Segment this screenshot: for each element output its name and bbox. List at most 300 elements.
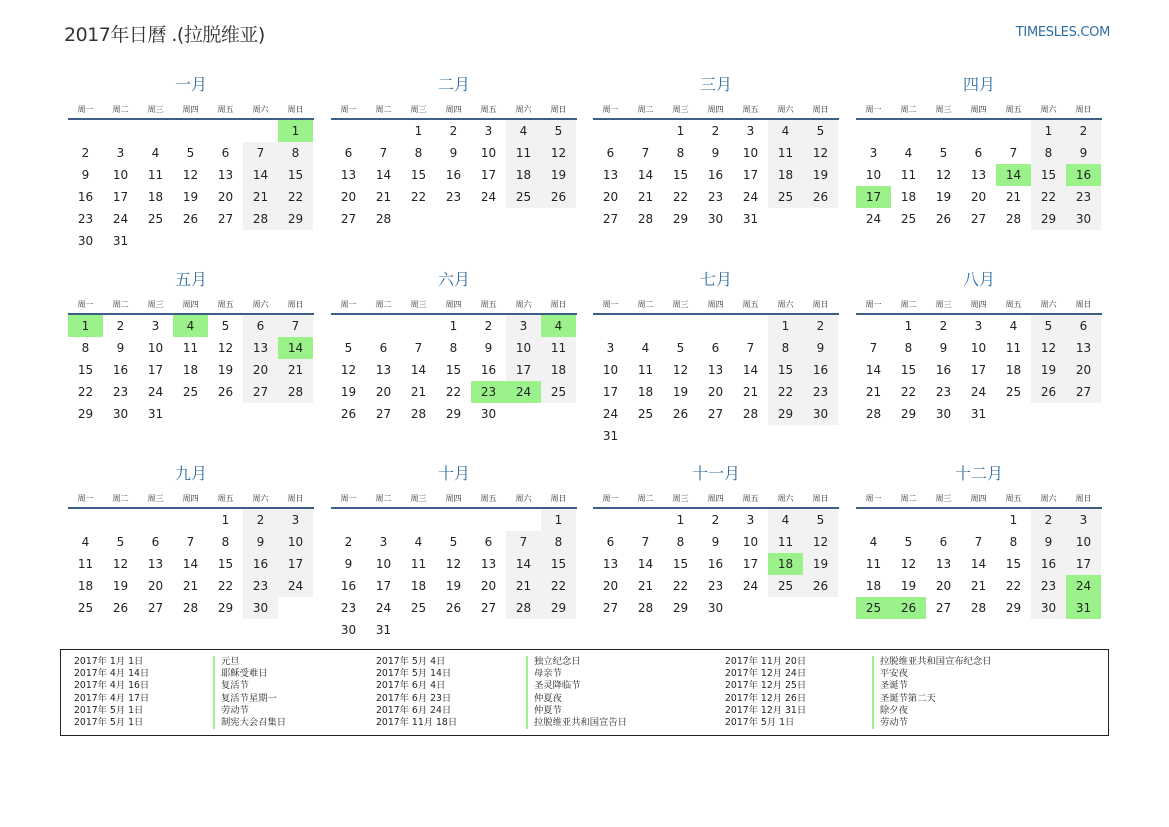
day-cell[interactable]: 17 bbox=[278, 553, 313, 575]
day-cell[interactable]: 10 bbox=[506, 337, 541, 359]
day-cell[interactable]: 11 bbox=[182, 341, 199, 355]
day-cell[interactable]: 3 bbox=[606, 341, 615, 355]
day-cell[interactable]: 5 bbox=[344, 341, 353, 355]
day-cell[interactable]: 24 bbox=[970, 385, 987, 399]
day-cell[interactable]: 23 bbox=[243, 575, 278, 597]
day-cell[interactable]: 3 bbox=[869, 146, 878, 160]
day-cell[interactable]: 24 bbox=[865, 212, 882, 226]
day-cell[interactable]: 27 bbox=[707, 407, 724, 421]
day-cell[interactable]: 19 bbox=[1031, 359, 1066, 381]
day-cell[interactable]: 3 bbox=[974, 319, 983, 333]
day-cell[interactable]: 3 bbox=[1066, 509, 1101, 531]
holiday-day-cell[interactable]: 16 bbox=[1066, 164, 1101, 186]
day-cell[interactable]: 21 bbox=[970, 579, 987, 593]
day-cell[interactable]: 5 bbox=[186, 146, 195, 160]
day-cell[interactable]: 28 bbox=[506, 597, 541, 619]
day-cell[interactable]: 30 bbox=[480, 407, 497, 421]
day-cell[interactable]: 25 bbox=[1005, 385, 1022, 399]
day-cell[interactable]: 17 bbox=[970, 363, 987, 377]
day-cell[interactable]: 20 bbox=[217, 190, 234, 204]
day-cell[interactable]: 14 bbox=[375, 168, 392, 182]
day-cell[interactable]: 16 bbox=[340, 579, 357, 593]
day-cell[interactable]: 11 bbox=[637, 363, 654, 377]
day-cell[interactable]: 24 bbox=[278, 575, 313, 597]
day-cell[interactable]: 14 bbox=[637, 168, 654, 182]
day-cell[interactable]: 20 bbox=[602, 579, 619, 593]
holiday-day-cell[interactable]: 14 bbox=[996, 164, 1031, 186]
day-cell[interactable]: 21 bbox=[1005, 190, 1022, 204]
day-cell[interactable]: 28 bbox=[410, 407, 427, 421]
day-cell[interactable]: 22 bbox=[77, 385, 94, 399]
day-cell[interactable]: 3 bbox=[484, 124, 493, 138]
day-cell[interactable]: 2 bbox=[449, 124, 458, 138]
day-cell[interactable]: 8 bbox=[904, 341, 913, 355]
day-cell[interactable]: 11 bbox=[865, 557, 882, 571]
day-cell[interactable]: 7 bbox=[641, 535, 650, 549]
day-cell[interactable]: 14 bbox=[637, 557, 654, 571]
day-cell[interactable]: 12 bbox=[803, 142, 838, 164]
day-cell[interactable]: 24 bbox=[147, 385, 164, 399]
holiday-day-cell[interactable]: 17 bbox=[856, 186, 891, 208]
day-cell[interactable]: 14 bbox=[506, 553, 541, 575]
day-cell[interactable]: 2 bbox=[484, 319, 493, 333]
day-cell[interactable]: 23 bbox=[707, 579, 724, 593]
day-cell[interactable]: 12 bbox=[340, 363, 357, 377]
day-cell[interactable]: 8 bbox=[541, 531, 576, 553]
day-cell[interactable]: 5 bbox=[116, 535, 125, 549]
day-cell[interactable]: 18 bbox=[541, 359, 576, 381]
day-cell[interactable]: 4 bbox=[414, 535, 423, 549]
day-cell[interactable]: 10 bbox=[375, 557, 392, 571]
day-cell[interactable]: 11 bbox=[77, 557, 94, 571]
day-cell[interactable]: 22 bbox=[1005, 579, 1022, 593]
day-cell[interactable]: 13 bbox=[375, 363, 392, 377]
day-cell[interactable]: 12 bbox=[217, 341, 234, 355]
day-cell[interactable]: 28 bbox=[278, 381, 313, 403]
day-cell[interactable]: 18 bbox=[77, 579, 94, 593]
day-cell[interactable]: 10 bbox=[112, 168, 129, 182]
day-cell[interactable]: 5 bbox=[221, 319, 230, 333]
day-cell[interactable]: 26 bbox=[803, 186, 838, 208]
day-cell[interactable]: 7 bbox=[379, 146, 388, 160]
day-cell[interactable]: 17 bbox=[742, 168, 759, 182]
day-cell[interactable]: 18 bbox=[768, 164, 803, 186]
day-cell[interactable]: 15 bbox=[445, 363, 462, 377]
day-cell[interactable]: 24 bbox=[480, 190, 497, 204]
day-cell[interactable]: 6 bbox=[711, 341, 720, 355]
day-cell[interactable]: 8 bbox=[676, 535, 685, 549]
holiday-day-cell[interactable]: 31 bbox=[1066, 597, 1101, 619]
day-cell[interactable]: 19 bbox=[900, 579, 917, 593]
day-cell[interactable]: 16 bbox=[243, 553, 278, 575]
holiday-day-cell[interactable]: 1 bbox=[278, 120, 313, 142]
day-cell[interactable]: 25 bbox=[541, 381, 576, 403]
day-cell[interactable]: 22 bbox=[410, 190, 427, 204]
day-cell[interactable]: 13 bbox=[935, 557, 952, 571]
day-cell[interactable]: 22 bbox=[768, 381, 803, 403]
day-cell[interactable]: 2 bbox=[711, 124, 720, 138]
day-cell[interactable]: 25 bbox=[77, 601, 94, 615]
day-cell[interactable]: 8 bbox=[1009, 535, 1018, 549]
day-cell[interactable]: 2 bbox=[1031, 509, 1066, 531]
day-cell[interactable]: 6 bbox=[974, 146, 983, 160]
day-cell[interactable]: 26 bbox=[1031, 381, 1066, 403]
day-cell[interactable]: 4 bbox=[768, 509, 803, 531]
day-cell[interactable]: 8 bbox=[449, 341, 458, 355]
day-cell[interactable]: 26 bbox=[217, 385, 234, 399]
day-cell[interactable]: 2 bbox=[344, 535, 353, 549]
day-cell[interactable]: 30 bbox=[707, 601, 724, 615]
day-cell[interactable]: 18 bbox=[410, 579, 427, 593]
day-cell[interactable]: 15 bbox=[672, 557, 689, 571]
day-cell[interactable]: 15 bbox=[410, 168, 427, 182]
day-cell[interactable]: 28 bbox=[182, 601, 199, 615]
day-cell[interactable]: 25 bbox=[410, 601, 427, 615]
day-cell[interactable]: 2 bbox=[116, 319, 125, 333]
day-cell[interactable]: 18 bbox=[1005, 363, 1022, 377]
day-cell[interactable]: 22 bbox=[541, 575, 576, 597]
day-cell[interactable]: 30 bbox=[243, 597, 278, 619]
day-cell[interactable]: 15 bbox=[768, 359, 803, 381]
day-cell[interactable]: 29 bbox=[217, 601, 234, 615]
day-cell[interactable]: 16 bbox=[803, 359, 838, 381]
day-cell[interactable]: 25 bbox=[182, 385, 199, 399]
holiday-day-cell[interactable]: 4 bbox=[541, 315, 576, 337]
day-cell[interactable]: 20 bbox=[1066, 359, 1101, 381]
day-cell[interactable]: 11 bbox=[506, 142, 541, 164]
day-cell[interactable]: 1 bbox=[904, 319, 913, 333]
day-cell[interactable]: 24 bbox=[742, 190, 759, 204]
day-cell[interactable]: 14 bbox=[970, 557, 987, 571]
day-cell[interactable]: 1 bbox=[449, 319, 458, 333]
day-cell[interactable]: 17 bbox=[1066, 553, 1101, 575]
day-cell[interactable]: 4 bbox=[641, 341, 650, 355]
day-cell[interactable]: 3 bbox=[746, 124, 755, 138]
day-cell[interactable]: 23 bbox=[340, 601, 357, 615]
day-cell[interactable]: 29 bbox=[445, 407, 462, 421]
day-cell[interactable]: 25 bbox=[637, 407, 654, 421]
day-cell[interactable]: 6 bbox=[939, 535, 948, 549]
day-cell[interactable]: 16 bbox=[1031, 553, 1066, 575]
day-cell[interactable]: 29 bbox=[1031, 208, 1066, 230]
day-cell[interactable]: 31 bbox=[742, 212, 759, 226]
day-cell[interactable]: 30 bbox=[707, 212, 724, 226]
day-cell[interactable]: 5 bbox=[449, 535, 458, 549]
day-cell[interactable]: 1 bbox=[1009, 513, 1018, 527]
day-cell[interactable]: 25 bbox=[768, 575, 803, 597]
day-cell[interactable]: 25 bbox=[506, 186, 541, 208]
day-cell[interactable]: 31 bbox=[970, 407, 987, 421]
day-cell[interactable]: 10 bbox=[970, 341, 987, 355]
day-cell[interactable]: 5 bbox=[541, 120, 576, 142]
day-cell[interactable]: 7 bbox=[278, 315, 313, 337]
day-cell[interactable]: 10 bbox=[742, 146, 759, 160]
day-cell[interactable]: 12 bbox=[900, 557, 917, 571]
day-cell[interactable]: 4 bbox=[81, 535, 90, 549]
day-cell[interactable]: 22 bbox=[672, 579, 689, 593]
day-cell[interactable]: 20 bbox=[243, 359, 278, 381]
day-cell[interactable]: 13 bbox=[480, 557, 497, 571]
day-cell[interactable]: 12 bbox=[803, 531, 838, 553]
day-cell[interactable]: 20 bbox=[340, 190, 357, 204]
day-cell[interactable]: 10 bbox=[278, 531, 313, 553]
day-cell[interactable]: 1 bbox=[414, 124, 423, 138]
day-cell[interactable]: 29 bbox=[672, 212, 689, 226]
day-cell[interactable]: 8 bbox=[768, 337, 803, 359]
day-cell[interactable]: 8 bbox=[1031, 142, 1066, 164]
day-cell[interactable]: 9 bbox=[449, 146, 458, 160]
holiday-day-cell[interactable]: 24 bbox=[1066, 575, 1101, 597]
day-cell[interactable]: 15 bbox=[77, 363, 94, 377]
day-cell[interactable]: 23 bbox=[445, 190, 462, 204]
day-cell[interactable]: 27 bbox=[243, 381, 278, 403]
day-cell[interactable]: 31 bbox=[147, 407, 164, 421]
day-cell[interactable]: 27 bbox=[602, 212, 619, 226]
day-cell[interactable]: 11 bbox=[410, 557, 427, 571]
day-cell[interactable]: 4 bbox=[904, 146, 913, 160]
day-cell[interactable]: 17 bbox=[112, 190, 129, 204]
day-cell[interactable]: 17 bbox=[742, 557, 759, 571]
holiday-day-cell[interactable]: 1 bbox=[68, 315, 103, 337]
day-cell[interactable]: 26 bbox=[182, 212, 199, 226]
day-cell[interactable]: 20 bbox=[707, 385, 724, 399]
day-cell[interactable]: 24 bbox=[375, 601, 392, 615]
day-cell[interactable]: 16 bbox=[445, 168, 462, 182]
day-cell[interactable]: 1 bbox=[676, 513, 685, 527]
day-cell[interactable]: 10 bbox=[480, 146, 497, 160]
day-cell[interactable]: 4 bbox=[869, 535, 878, 549]
day-cell[interactable]: 17 bbox=[480, 168, 497, 182]
day-cell[interactable]: 6 bbox=[151, 535, 160, 549]
day-cell[interactable]: 1 bbox=[221, 513, 230, 527]
day-cell[interactable]: 22 bbox=[217, 579, 234, 593]
day-cell[interactable]: 20 bbox=[935, 579, 952, 593]
day-cell[interactable]: 28 bbox=[865, 407, 882, 421]
day-cell[interactable]: 17 bbox=[147, 363, 164, 377]
day-cell[interactable]: 25 bbox=[768, 186, 803, 208]
day-cell[interactable]: 26 bbox=[541, 186, 576, 208]
day-cell[interactable]: 16 bbox=[707, 557, 724, 571]
day-cell[interactable]: 25 bbox=[147, 212, 164, 226]
day-cell[interactable]: 15 bbox=[541, 553, 576, 575]
day-cell[interactable]: 21 bbox=[375, 190, 392, 204]
day-cell[interactable]: 2 bbox=[1066, 120, 1101, 142]
day-cell[interactable]: 16 bbox=[480, 363, 497, 377]
day-cell[interactable]: 7 bbox=[243, 142, 278, 164]
day-cell[interactable]: 30 bbox=[803, 403, 838, 425]
day-cell[interactable]: 29 bbox=[278, 208, 313, 230]
day-cell[interactable]: 2 bbox=[711, 513, 720, 527]
day-cell[interactable]: 3 bbox=[379, 535, 388, 549]
day-cell[interactable]: 13 bbox=[217, 168, 234, 182]
day-cell[interactable]: 11 bbox=[768, 531, 803, 553]
day-cell[interactable]: 19 bbox=[217, 363, 234, 377]
day-cell[interactable]: 15 bbox=[1031, 164, 1066, 186]
day-cell[interactable]: 26 bbox=[672, 407, 689, 421]
day-cell[interactable]: 19 bbox=[935, 190, 952, 204]
day-cell[interactable]: 23 bbox=[77, 212, 94, 226]
day-cell[interactable]: 23 bbox=[803, 381, 838, 403]
day-cell[interactable]: 23 bbox=[935, 385, 952, 399]
holiday-day-cell[interactable]: 4 bbox=[173, 315, 208, 337]
site-link[interactable]: TIMESLES.COM bbox=[1015, 25, 1110, 40]
day-cell[interactable]: 26 bbox=[445, 601, 462, 615]
day-cell[interactable]: 4 bbox=[151, 146, 160, 160]
day-cell[interactable]: 15 bbox=[672, 168, 689, 182]
day-cell[interactable]: 13 bbox=[970, 168, 987, 182]
day-cell[interactable]: 22 bbox=[278, 186, 313, 208]
day-cell[interactable]: 6 bbox=[1066, 315, 1101, 337]
day-cell[interactable]: 27 bbox=[970, 212, 987, 226]
day-cell[interactable]: 26 bbox=[112, 601, 129, 615]
day-cell[interactable]: 24 bbox=[112, 212, 129, 226]
day-cell[interactable]: 8 bbox=[676, 146, 685, 160]
day-cell[interactable]: 11 bbox=[147, 168, 164, 182]
day-cell[interactable]: 7 bbox=[186, 535, 195, 549]
day-cell[interactable]: 6 bbox=[379, 341, 388, 355]
day-cell[interactable]: 5 bbox=[1031, 315, 1066, 337]
day-cell[interactable]: 11 bbox=[900, 168, 917, 182]
day-cell[interactable]: 11 bbox=[541, 337, 576, 359]
day-cell[interactable]: 12 bbox=[1031, 337, 1066, 359]
day-cell[interactable]: 2 bbox=[81, 146, 90, 160]
day-cell[interactable]: 6 bbox=[344, 146, 353, 160]
holiday-day-cell[interactable]: 25 bbox=[856, 597, 891, 619]
day-cell[interactable]: 22 bbox=[900, 385, 917, 399]
holiday-day-cell[interactable]: 23 bbox=[471, 381, 506, 403]
day-cell[interactable]: 7 bbox=[506, 531, 541, 553]
day-cell[interactable]: 14 bbox=[243, 164, 278, 186]
day-cell[interactable]: 27 bbox=[147, 601, 164, 615]
day-cell[interactable]: 5 bbox=[904, 535, 913, 549]
day-cell[interactable]: 15 bbox=[278, 164, 313, 186]
day-cell[interactable]: 14 bbox=[865, 363, 882, 377]
day-cell[interactable]: 27 bbox=[1066, 381, 1101, 403]
day-cell[interactable]: 20 bbox=[602, 190, 619, 204]
day-cell[interactable]: 22 bbox=[672, 190, 689, 204]
day-cell[interactable]: 29 bbox=[768, 403, 803, 425]
day-cell[interactable]: 3 bbox=[506, 315, 541, 337]
day-cell[interactable]: 19 bbox=[803, 553, 838, 575]
day-cell[interactable]: 4 bbox=[506, 120, 541, 142]
day-cell[interactable]: 5 bbox=[676, 341, 685, 355]
holiday-day-cell[interactable]: 14 bbox=[278, 337, 313, 359]
day-cell[interactable]: 10 bbox=[742, 535, 759, 549]
day-cell[interactable]: 10 bbox=[602, 363, 619, 377]
day-cell[interactable]: 9 bbox=[803, 337, 838, 359]
day-cell[interactable]: 9 bbox=[344, 557, 353, 571]
day-cell[interactable]: 13 bbox=[243, 337, 278, 359]
day-cell[interactable]: 18 bbox=[900, 190, 917, 204]
day-cell[interactable]: 1 bbox=[541, 509, 576, 531]
day-cell[interactable]: 12 bbox=[935, 168, 952, 182]
day-cell[interactable]: 28 bbox=[637, 601, 654, 615]
day-cell[interactable]: 28 bbox=[637, 212, 654, 226]
day-cell[interactable]: 28 bbox=[243, 208, 278, 230]
day-cell[interactable]: 31 bbox=[602, 429, 619, 443]
day-cell[interactable]: 7 bbox=[869, 341, 878, 355]
day-cell[interactable]: 6 bbox=[606, 535, 615, 549]
day-cell[interactable]: 27 bbox=[480, 601, 497, 615]
day-cell[interactable]: 7 bbox=[974, 535, 983, 549]
day-cell[interactable]: 20 bbox=[147, 579, 164, 593]
day-cell[interactable]: 8 bbox=[81, 341, 90, 355]
day-cell[interactable]: 2 bbox=[243, 509, 278, 531]
day-cell[interactable]: 2 bbox=[803, 315, 838, 337]
day-cell[interactable]: 9 bbox=[711, 535, 720, 549]
day-cell[interactable]: 22 bbox=[445, 385, 462, 399]
day-cell[interactable]: 15 bbox=[1005, 557, 1022, 571]
day-cell[interactable]: 3 bbox=[151, 319, 160, 333]
day-cell[interactable]: 14 bbox=[182, 557, 199, 571]
day-cell[interactable]: 20 bbox=[970, 190, 987, 204]
day-cell[interactable]: 24 bbox=[602, 407, 619, 421]
day-cell[interactable]: 23 bbox=[1031, 575, 1066, 597]
day-cell[interactable]: 24 bbox=[742, 579, 759, 593]
day-cell[interactable]: 17 bbox=[506, 359, 541, 381]
day-cell[interactable]: 18 bbox=[182, 363, 199, 377]
day-cell[interactable]: 30 bbox=[77, 234, 94, 248]
day-cell[interactable]: 18 bbox=[506, 164, 541, 186]
day-cell[interactable]: 19 bbox=[541, 164, 576, 186]
day-cell[interactable]: 30 bbox=[935, 407, 952, 421]
day-cell[interactable]: 27 bbox=[935, 601, 952, 615]
day-cell[interactable]: 13 bbox=[602, 557, 619, 571]
day-cell[interactable]: 30 bbox=[1031, 597, 1066, 619]
day-cell[interactable]: 31 bbox=[375, 623, 392, 637]
day-cell[interactable]: 26 bbox=[803, 575, 838, 597]
day-cell[interactable]: 21 bbox=[506, 575, 541, 597]
holiday-day-cell[interactable]: 24 bbox=[506, 381, 541, 403]
day-cell[interactable]: 17 bbox=[375, 579, 392, 593]
day-cell[interactable]: 19 bbox=[340, 385, 357, 399]
day-cell[interactable]: 23 bbox=[112, 385, 129, 399]
day-cell[interactable]: 16 bbox=[112, 363, 129, 377]
day-cell[interactable]: 11 bbox=[768, 142, 803, 164]
day-cell[interactable]: 21 bbox=[243, 186, 278, 208]
day-cell[interactable]: 3 bbox=[278, 509, 313, 531]
day-cell[interactable]: 12 bbox=[541, 142, 576, 164]
day-cell[interactable]: 4 bbox=[768, 120, 803, 142]
day-cell[interactable]: 23 bbox=[1066, 186, 1101, 208]
day-cell[interactable]: 23 bbox=[707, 190, 724, 204]
day-cell[interactable]: 18 bbox=[865, 579, 882, 593]
day-cell[interactable]: 21 bbox=[637, 190, 654, 204]
day-cell[interactable]: 8 bbox=[278, 142, 313, 164]
day-cell[interactable]: 22 bbox=[1031, 186, 1066, 208]
day-cell[interactable]: 19 bbox=[445, 579, 462, 593]
day-cell[interactable]: 9 bbox=[1066, 142, 1101, 164]
day-cell[interactable]: 9 bbox=[484, 341, 493, 355]
day-cell[interactable]: 27 bbox=[340, 212, 357, 226]
day-cell[interactable]: 16 bbox=[77, 190, 94, 204]
day-cell[interactable]: 12 bbox=[182, 168, 199, 182]
day-cell[interactable]: 2 bbox=[939, 319, 948, 333]
day-cell[interactable]: 12 bbox=[672, 363, 689, 377]
day-cell[interactable]: 8 bbox=[221, 535, 230, 549]
day-cell[interactable]: 7 bbox=[1009, 146, 1018, 160]
day-cell[interactable]: 25 bbox=[900, 212, 917, 226]
day-cell[interactable]: 9 bbox=[243, 531, 278, 553]
holiday-day-cell[interactable]: 18 bbox=[768, 553, 803, 575]
day-cell[interactable]: 27 bbox=[217, 212, 234, 226]
day-cell[interactable]: 12 bbox=[445, 557, 462, 571]
day-cell[interactable]: 5 bbox=[803, 509, 838, 531]
day-cell[interactable]: 27 bbox=[602, 601, 619, 615]
day-cell[interactable]: 20 bbox=[480, 579, 497, 593]
day-cell[interactable]: 28 bbox=[1005, 212, 1022, 226]
day-cell[interactable]: 1 bbox=[1031, 120, 1066, 142]
